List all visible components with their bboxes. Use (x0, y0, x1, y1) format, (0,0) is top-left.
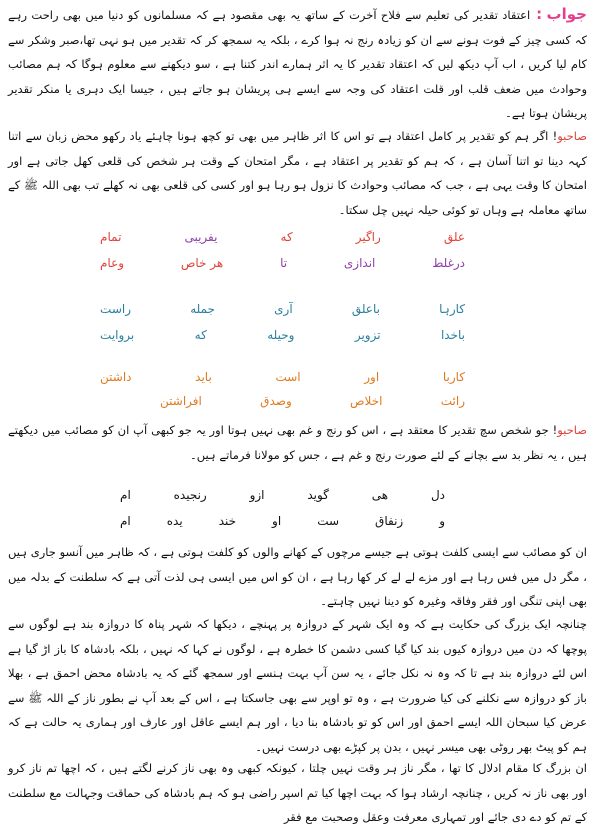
paragraph-sahibo-1 (8, 124, 587, 222)
story-text: چنانچہ ایک بزرگ کی حکایت ہے کہ وہ ایک شہر کے دروازہ پر پہنچے ، دیکھا کہ شہر پناہ کا دروازہ بند ہے لوگوں سے پوچھا کہ دن میں دروازہ کیوں بند کیا گیا کسی دشمن کا خطرہ ہے ، لوگوں نے کہا کہ نہیں ، بلکہ بادشاہ کا باز اڑ گیا ہے اس لئے دروازہ بند ہے تا کہ وہ نہ نکل جائے ، یہ سن آپ بہت ہنسے اور سمجھ گئے کہ یہ بادشاہ محض احمق ہے ، بھلا باز کو دروازہ سے نکلنے کی کیا ضرورت ہے ، وہ تو اوپر سے بھی جاسکتا ہے ، اس کے بعد آپ نے بطور ناز کے اللہ ﷺ سے عرض کیا سبحان اللہ ایسے احمق اور اس کو تو بادشاہ بنا دیا ، اور ہم ایسے عاقل اور عارف اور ہماری یہ حالت ہے کہ ہم کو پیٹ بھر روٹی بھی میسر نہیں ، بدن پر کپڑے بھی درست نہیں۔ (8, 617, 587, 754)
answer-colon: : (530, 5, 543, 23)
poem-word: اخلاص (350, 394, 383, 408)
poem2-row1 (120, 486, 445, 504)
poem-word: هی (371, 488, 389, 502)
poem-word: آری (274, 302, 293, 316)
sahibo-text-2: ! جو شخص سچ تقدیر کا معتقد ہے ، اس کو رنج و غم بھی نہیں ہوتا اور یہ جو کبھی آپ ان کو مصائب میں دیکھتے ہیں ، یہ نظر بد سے بچانے کے لئے صورت رنج و غم ہے ، جس کو مولانا فرماتے ہیں۔ (8, 423, 587, 462)
poem-word: جمله (190, 302, 215, 316)
paragraph-hardship (8, 540, 587, 614)
poem-word: ازو (249, 488, 265, 502)
poem-word: است (275, 370, 301, 384)
poem-word: وصدق (260, 394, 292, 408)
answer-heading: جواب (546, 5, 587, 23)
hardship-text: ان کو مصائب سے ایسی کلفت ہوتی ہے جیسے مرچوں کے کھانے والوں کو کلفت ہوتی ہے ، کہ ظاہر میں آنسو جاری ہیں ، مگر دل میں فس رہا ہے اور مزے لے لے کر کھا رہا ہے ، ان کو اس میں ایسی ہی لذت آتی ہے کہ سلطنت کے بدلہ میں بھی اپنی تنگی اور فقر وفاقہ وغیرہ کو دینا نہیں چاہتے۔ (8, 545, 587, 608)
poem-word: اور (364, 370, 380, 384)
poem-word: خند (218, 514, 237, 528)
paragraph-answer (8, 2, 587, 126)
poem-word: وعام (100, 256, 125, 270)
poem-word: تا (280, 256, 288, 270)
conclusion-text: ان بزرگ کا مقام ادلال کا تھا ، مگر ناز ہر وقت نہیں چلتا ، کیونکہ کبھی وہ بھی ناز کرنے لگتے ہیں ، کہ اچھا تم ناز کرو اور بھی ناز نہ کریں ، چنانچہ ارشاد ہوا کہ بہت اچھا کیا تم اسپر راضی ہو کہ ہم بادشاہ کی حماقت وجہالت مع سلطنت کے تم کو دے دی جائے اور تمہاری معرفت وعقل وصحبت مع فقر (8, 761, 587, 824)
poem1-row4 (100, 326, 465, 344)
poem1-row1 (100, 228, 465, 246)
poem-word: راگیر (355, 230, 381, 244)
paragraph-story (8, 612, 587, 759)
poem-word: یفریبی (184, 230, 218, 244)
poem-word: و (439, 514, 445, 528)
poem-word: هر خاص (180, 256, 224, 270)
poem-word: افراشتن (160, 394, 202, 408)
poem-word: او (272, 514, 282, 528)
poem-word: کاربا (442, 370, 465, 384)
poem-word: راست (100, 302, 132, 316)
poem-word: وحیله (267, 328, 295, 342)
poem-word: رائت (440, 394, 465, 408)
poem-word: تزویر (354, 328, 381, 342)
poem-word: کارہا (439, 302, 465, 316)
poem-word: داشتن (100, 370, 132, 384)
sahibo-lead-2: صاحبو (557, 423, 587, 437)
poem1-row3 (100, 300, 465, 318)
poem-word: که (194, 328, 207, 342)
paragraph-sahibo-2 (8, 418, 587, 467)
poem-word: باعلق (351, 302, 380, 316)
poem-word: یده (166, 514, 183, 528)
poem-word: ام (120, 488, 131, 502)
poem-word: درغلط (432, 256, 465, 270)
poem-word: ست (317, 514, 340, 528)
poem-word: باید (195, 370, 212, 384)
poem-word: تمام (100, 230, 122, 244)
poem-word: علق (443, 230, 465, 244)
poem1-row6 (160, 392, 465, 410)
poem-word: که (280, 230, 293, 244)
poem1-row2 (100, 254, 465, 272)
sahibo-text-1: ! اگر ہم کو تقدیر پر کامل اعتقاد ہے تو اس کا اثر ظاہر میں بھی تو کچھ ہونا چاہئے یاد رکھو محض زبان سے اتنا کہہ دینا تو اتنا آسان ہے ، کہ ہم کو تقدیر پر اعتقاد ہے ، مگر امتحان کے وقت ہر شخص کی قلعی کھل جاتی ہے اور امتحان کا وقت یہی ہے ، جب کہ مصائب وحوادث کا نزول ہو رہا ہو اور کسی کی قلعی بھی نہ کھلے تب بھی اللہ ﷺ کے ساتھ معاملہ ہے وہاں تو کوئی حیلہ نہیں چل سکتا۔ (8, 129, 587, 217)
poem-word: ام (120, 514, 131, 528)
poem-word: باخدا (440, 328, 465, 342)
poem-word: زنفاق (375, 514, 404, 528)
paragraph-conclusion (8, 756, 587, 830)
poem-word: اندازی (343, 256, 376, 270)
sahibo-lead-1: صاحبو (557, 129, 587, 143)
poem1-row5 (100, 368, 465, 386)
poem-word: دل (430, 488, 445, 502)
poem-word: رنجیده (173, 488, 207, 502)
answer-text: اعتقاد تقدیر کی تعلیم سے فلاح آخرت کے ساتھ یہ بھی مقصود ہے کہ مسلمانوں کو دنیا میں بھی راحت رہے کہ کسی چیز کے فوت ہونے سے ان کو زیادہ رنج نہ ہوا کرے ، بلکہ یہ سمجھ کر کہ تقدیر میں ہو نہی تھا،صبر وشکر سے کام لیا کریں ، اب آپ دیکھ لیں کہ اعتقاد تقدیر کا یہ اثر ہمارے اندر کتنا ہے ، سو دیکھنے سے معلوم ہوگا کہ ہم مصائب وحوادث میں ضعف قلب اور قلت اعتقاد کی وجہ سے ایسے ہی پریشان ہو جاتے ہیں ، جیسا ایک دہری یا منکر تقدیر پریشان ہوتا ہے۔ (8, 8, 587, 120)
poem-word: بروایت (100, 328, 135, 342)
poem-word: گوید (307, 488, 329, 502)
poem2-row2 (120, 512, 445, 530)
